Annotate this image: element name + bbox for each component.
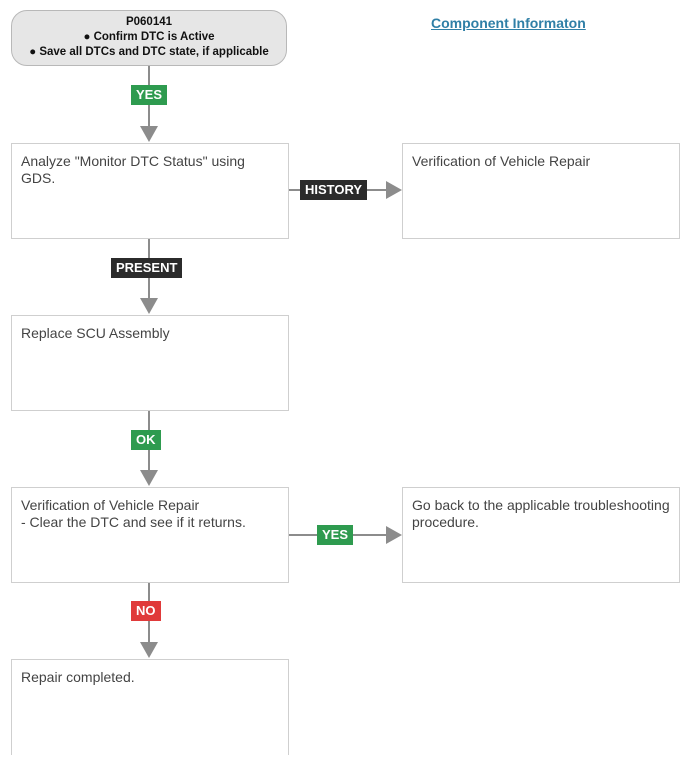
step-verification-repair: Verification of Vehicle Repair - Clear the DTC and see if it returns. xyxy=(11,487,289,583)
save-dtcs-text: ● Save all DTCs and DTC state, if applicable xyxy=(29,46,269,58)
step-analyze-dtc-status: Analyze "Monitor DTC Status" using GDS. xyxy=(11,143,289,239)
step-go-back-troubleshooting: Go back to the applicable troubleshooting procedure. xyxy=(402,487,680,583)
step-repair-completed: Repair completed. xyxy=(11,659,289,755)
no-badge: NO xyxy=(131,601,161,621)
start-box xyxy=(11,10,287,66)
arrow-right-icon xyxy=(386,526,402,544)
present-badge: PRESENT xyxy=(111,258,182,278)
step-verification-history: Verification of Vehicle Repair xyxy=(402,143,680,239)
ok-badge: OK xyxy=(131,430,161,450)
arrow-right-icon xyxy=(386,181,402,199)
arrow-down-icon xyxy=(140,298,158,314)
step-replace-scu: Replace SCU Assembly xyxy=(11,315,289,411)
component-information-link[interactable]: Component Informaton xyxy=(431,15,586,31)
arrow-down-icon xyxy=(140,470,158,486)
dtc-code: P060141 xyxy=(125,16,173,28)
arrow-down-icon xyxy=(140,642,158,658)
confirm-dtc-text: ● Confirm DTC is Active xyxy=(83,31,215,43)
yes-badge-right: YES xyxy=(317,525,353,545)
history-badge: HISTORY xyxy=(300,180,367,200)
yes-badge-top: YES xyxy=(131,85,167,105)
arrow-down-icon xyxy=(140,126,158,142)
